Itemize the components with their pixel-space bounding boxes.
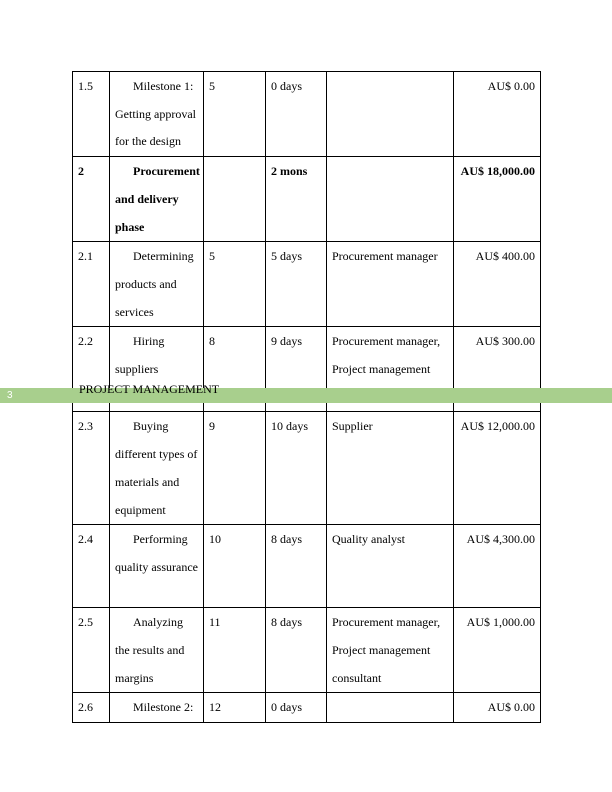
- task-resources: Procurement manager, Project management: [327, 327, 454, 412]
- task-resources: Quality analyst: [327, 525, 454, 608]
- task-duration: 9 days: [266, 327, 327, 412]
- task-id: 2.6: [73, 693, 110, 723]
- task-resources: Procurement manager: [327, 242, 454, 327]
- task-cost: AU$ 0.00: [454, 693, 541, 723]
- task-duration: 2 mons: [266, 157, 327, 242]
- table-row: [73, 242, 541, 327]
- task-number: 5: [204, 72, 266, 157]
- task-resources: Procurement manager, Project management consultant: [327, 608, 454, 693]
- task-number: 5: [204, 242, 266, 327]
- task-number: 10: [204, 525, 266, 608]
- task-name: Hiring suppliers: [110, 327, 204, 412]
- task-cost: AU$ 18,000.00: [454, 157, 541, 242]
- task-duration: 8 days: [266, 525, 327, 608]
- task-resources: [327, 157, 454, 242]
- task-name: Milestone 2:: [110, 693, 204, 723]
- task-id: 1.5: [73, 72, 110, 157]
- task-resources: [327, 72, 454, 157]
- task-resources: Supplier: [327, 412, 454, 525]
- table-row: [73, 525, 541, 608]
- task-name: Performing quality assurance: [110, 525, 204, 608]
- task-name: Analyzing the results and margins: [110, 608, 204, 693]
- task-id: 2.1: [73, 242, 110, 327]
- task-id: 2: [73, 157, 110, 242]
- task-number: 9: [204, 412, 266, 525]
- task-number: 12: [204, 693, 266, 723]
- task-duration: 10 days: [266, 412, 327, 525]
- task-cost: AU$ 1,000.00: [454, 608, 541, 693]
- task-id: 2.2: [73, 327, 110, 412]
- running-header: PROJECT MANAGEMENT: [79, 382, 220, 396]
- task-name: Procurement and delivery phase: [110, 157, 204, 242]
- task-name: Determining products and services: [110, 242, 204, 327]
- task-number: 8: [204, 327, 266, 412]
- task-duration: 0 days: [266, 72, 327, 157]
- task-id: 2.5: [73, 608, 110, 693]
- task-duration: 5 days: [266, 242, 327, 327]
- page-number: 3: [7, 390, 13, 401]
- task-name: Buying different types of materials and equipment: [110, 412, 204, 525]
- task-cost: AU$ 300.00: [454, 327, 541, 412]
- task-number: 11: [204, 608, 266, 693]
- task-resources: [327, 693, 454, 723]
- task-duration: 8 days: [266, 608, 327, 693]
- task-cost: AU$ 0.00: [454, 72, 541, 157]
- table-row: [73, 608, 541, 693]
- task-cost: AU$ 4,300.00: [454, 525, 541, 608]
- task-name: Milestone 1: Getting approval for the design: [110, 72, 204, 157]
- task-cost: AU$ 12,000.00: [454, 412, 541, 525]
- task-cost: AU$ 400.00: [454, 242, 541, 327]
- task-number: [204, 157, 266, 242]
- table-row: [73, 157, 541, 242]
- table-row: [73, 693, 541, 723]
- table-row: [73, 72, 541, 157]
- task-id: 2.4: [73, 525, 110, 608]
- task-id: 2.3: [73, 412, 110, 525]
- table-row: [73, 412, 541, 525]
- task-duration: 0 days: [266, 693, 327, 723]
